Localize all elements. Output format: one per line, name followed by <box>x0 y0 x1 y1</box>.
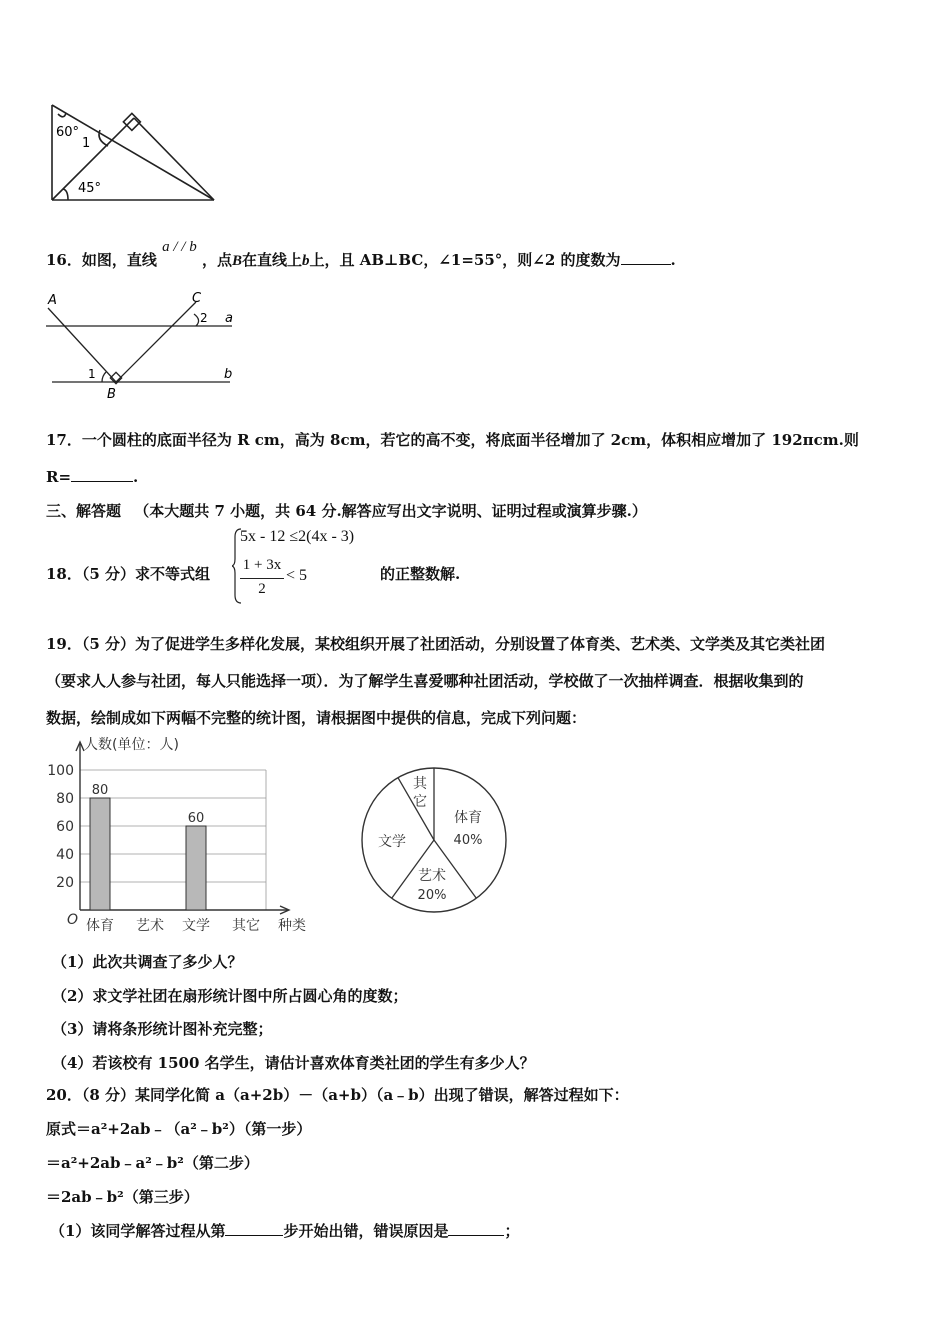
pie-label-体育: 体育 <box>454 810 482 826</box>
section-3-header <box>46 501 647 521</box>
answer-blank <box>621 250 671 265</box>
arc-45 <box>63 189 68 200</box>
arc-angle-1 <box>102 372 106 382</box>
angle-45-label: 45° <box>78 181 102 196</box>
ytick-label-20: 20 <box>56 875 74 891</box>
answer-blank <box>448 1221 504 1236</box>
arc-angle-2 <box>194 314 199 326</box>
q19-line3: 数据，绘制成如下两幅不完整的统计图，请根据图中提供的信息，完成下列问题： <box>46 709 587 727</box>
ytick-label-100: 100 <box>47 763 74 779</box>
q19-sub3: （3）请将条形统计图补充完整； <box>52 1020 273 1038</box>
line-BC <box>116 302 196 382</box>
xtick-label-0: 体育 <box>86 918 114 934</box>
fraction-bar <box>240 578 284 579</box>
q18-prefix: 18．（5 分）求不等式组 <box>46 565 211 583</box>
q18-suffix: 的正整数解. <box>380 565 461 583</box>
pie-value-艺术: 20% <box>417 888 447 903</box>
q17-line1: 17．一个圆柱的底面半径为 R cm，高为 8cm，若它的高不变，将底面半径增加了 2cm，体积相应增加了 192πcm.则 <box>46 431 859 449</box>
parallel-expression: a / / b <box>162 239 197 255</box>
triangle-figure <box>44 100 224 208</box>
fraction-numerator: 1 + 3x <box>242 557 282 573</box>
xtick-label-1: 艺术 <box>136 918 164 934</box>
ytick-label-60: 60 <box>56 819 74 835</box>
answer-blank <box>71 467 133 482</box>
inequality-system <box>232 527 372 605</box>
pie-chart <box>356 762 512 918</box>
q19-sub4: （4）若该校有 1500 名学生，请估计喜欢体育类社团的学生有多少人？ <box>52 1054 535 1072</box>
fraction-denominator: 2 <box>258 581 266 597</box>
xtick-label-3: 其它 <box>232 918 260 934</box>
x-axis-label: 种类 <box>278 918 306 934</box>
point-B-label: B <box>107 387 116 402</box>
parallel-lines-figure <box>44 290 244 402</box>
bar-value-label-体育: 80 <box>91 783 109 798</box>
q19-line1: 19．（5 分）为了促进学生多样化发展，某校组织开展了社团活动，分别设置了体育类、艺术类、文学类及其它类社团 <box>46 635 826 653</box>
point-C-label: C <box>192 291 202 306</box>
y-axis-label: 人数(单位：人) <box>84 737 179 753</box>
ytick-label-80: 80 <box>56 791 74 807</box>
bar-chart <box>40 734 320 938</box>
pie-label-其它: 其它 <box>413 776 427 810</box>
angle-1-label: 1 <box>82 136 91 151</box>
q16-line: 16．如图，直线 a / / b ，点B在直线上b上，且 AB⊥BC，∠1=55°，则∠2 的度数为 . <box>46 239 676 269</box>
q20-step2: ＝a²+2ab﹣a²﹣b²（第二步） <box>46 1154 259 1172</box>
q20-step1: 原式＝a²+2ab﹣（a²﹣b²）（第一步） <box>46 1120 312 1138</box>
origin-label: O <box>67 912 79 928</box>
bar-value-label-文学: 60 <box>187 811 205 826</box>
point-A-label: A <box>48 293 57 308</box>
line-b-label: b <box>224 367 233 382</box>
q20-step3: ＝2ab﹣b²（第三步） <box>46 1188 199 1206</box>
angle-1-label: 1 <box>88 367 96 381</box>
answer-blank <box>225 1221 283 1236</box>
inequality-2-rhs: < 5 <box>286 567 308 584</box>
bar-文学 <box>186 826 206 910</box>
inequality-1: 5x - 12 ≤2(4x - 3) <box>240 528 355 545</box>
section-title: 三、解答题 <box>46 502 122 520</box>
angle-2-label: 2 <box>200 311 208 325</box>
q19-line2: （要求人人参与社团，每人只能选择一项）．为了解学生喜爱哪种社团活动，学校做了一次抽样调查．根据收集到的 <box>46 672 804 690</box>
q20-sub1: （1）该同学解答过程从第 步开始出错，错误原因是 ； <box>50 1222 520 1240</box>
pie-value-体育: 40% <box>453 833 483 848</box>
second-side <box>134 118 214 200</box>
arc-60 <box>58 113 66 117</box>
q19-sub1: （1）此次共调查了多少人？ <box>52 953 243 971</box>
xtick-label-2: 文学 <box>182 918 210 934</box>
line-AB <box>48 308 116 382</box>
arc-1 <box>99 130 108 146</box>
ytick-label-40: 40 <box>56 847 74 863</box>
bar-体育 <box>90 798 110 910</box>
pie-label-艺术: 艺术 <box>418 868 446 884</box>
pie-label-文学: 文学 <box>378 834 406 850</box>
q19-sub2: （2）求文学社团在扇形统计图中所占圆心角的度数； <box>52 987 408 1005</box>
line-a-label: a <box>225 311 233 326</box>
q17-line2: R= . <box>46 468 139 486</box>
q20-line1: 20．（8 分）某同学化简 a（a+2b）－（a+b）（a﹣b）出现了错误，解答过程如下： <box>46 1086 629 1104</box>
angle-60-label: 60° <box>56 125 80 140</box>
section-description: （本大题共 7 小题，共 64 分.解答应写出文字说明、证明过程或演算步骤.） <box>134 502 647 520</box>
